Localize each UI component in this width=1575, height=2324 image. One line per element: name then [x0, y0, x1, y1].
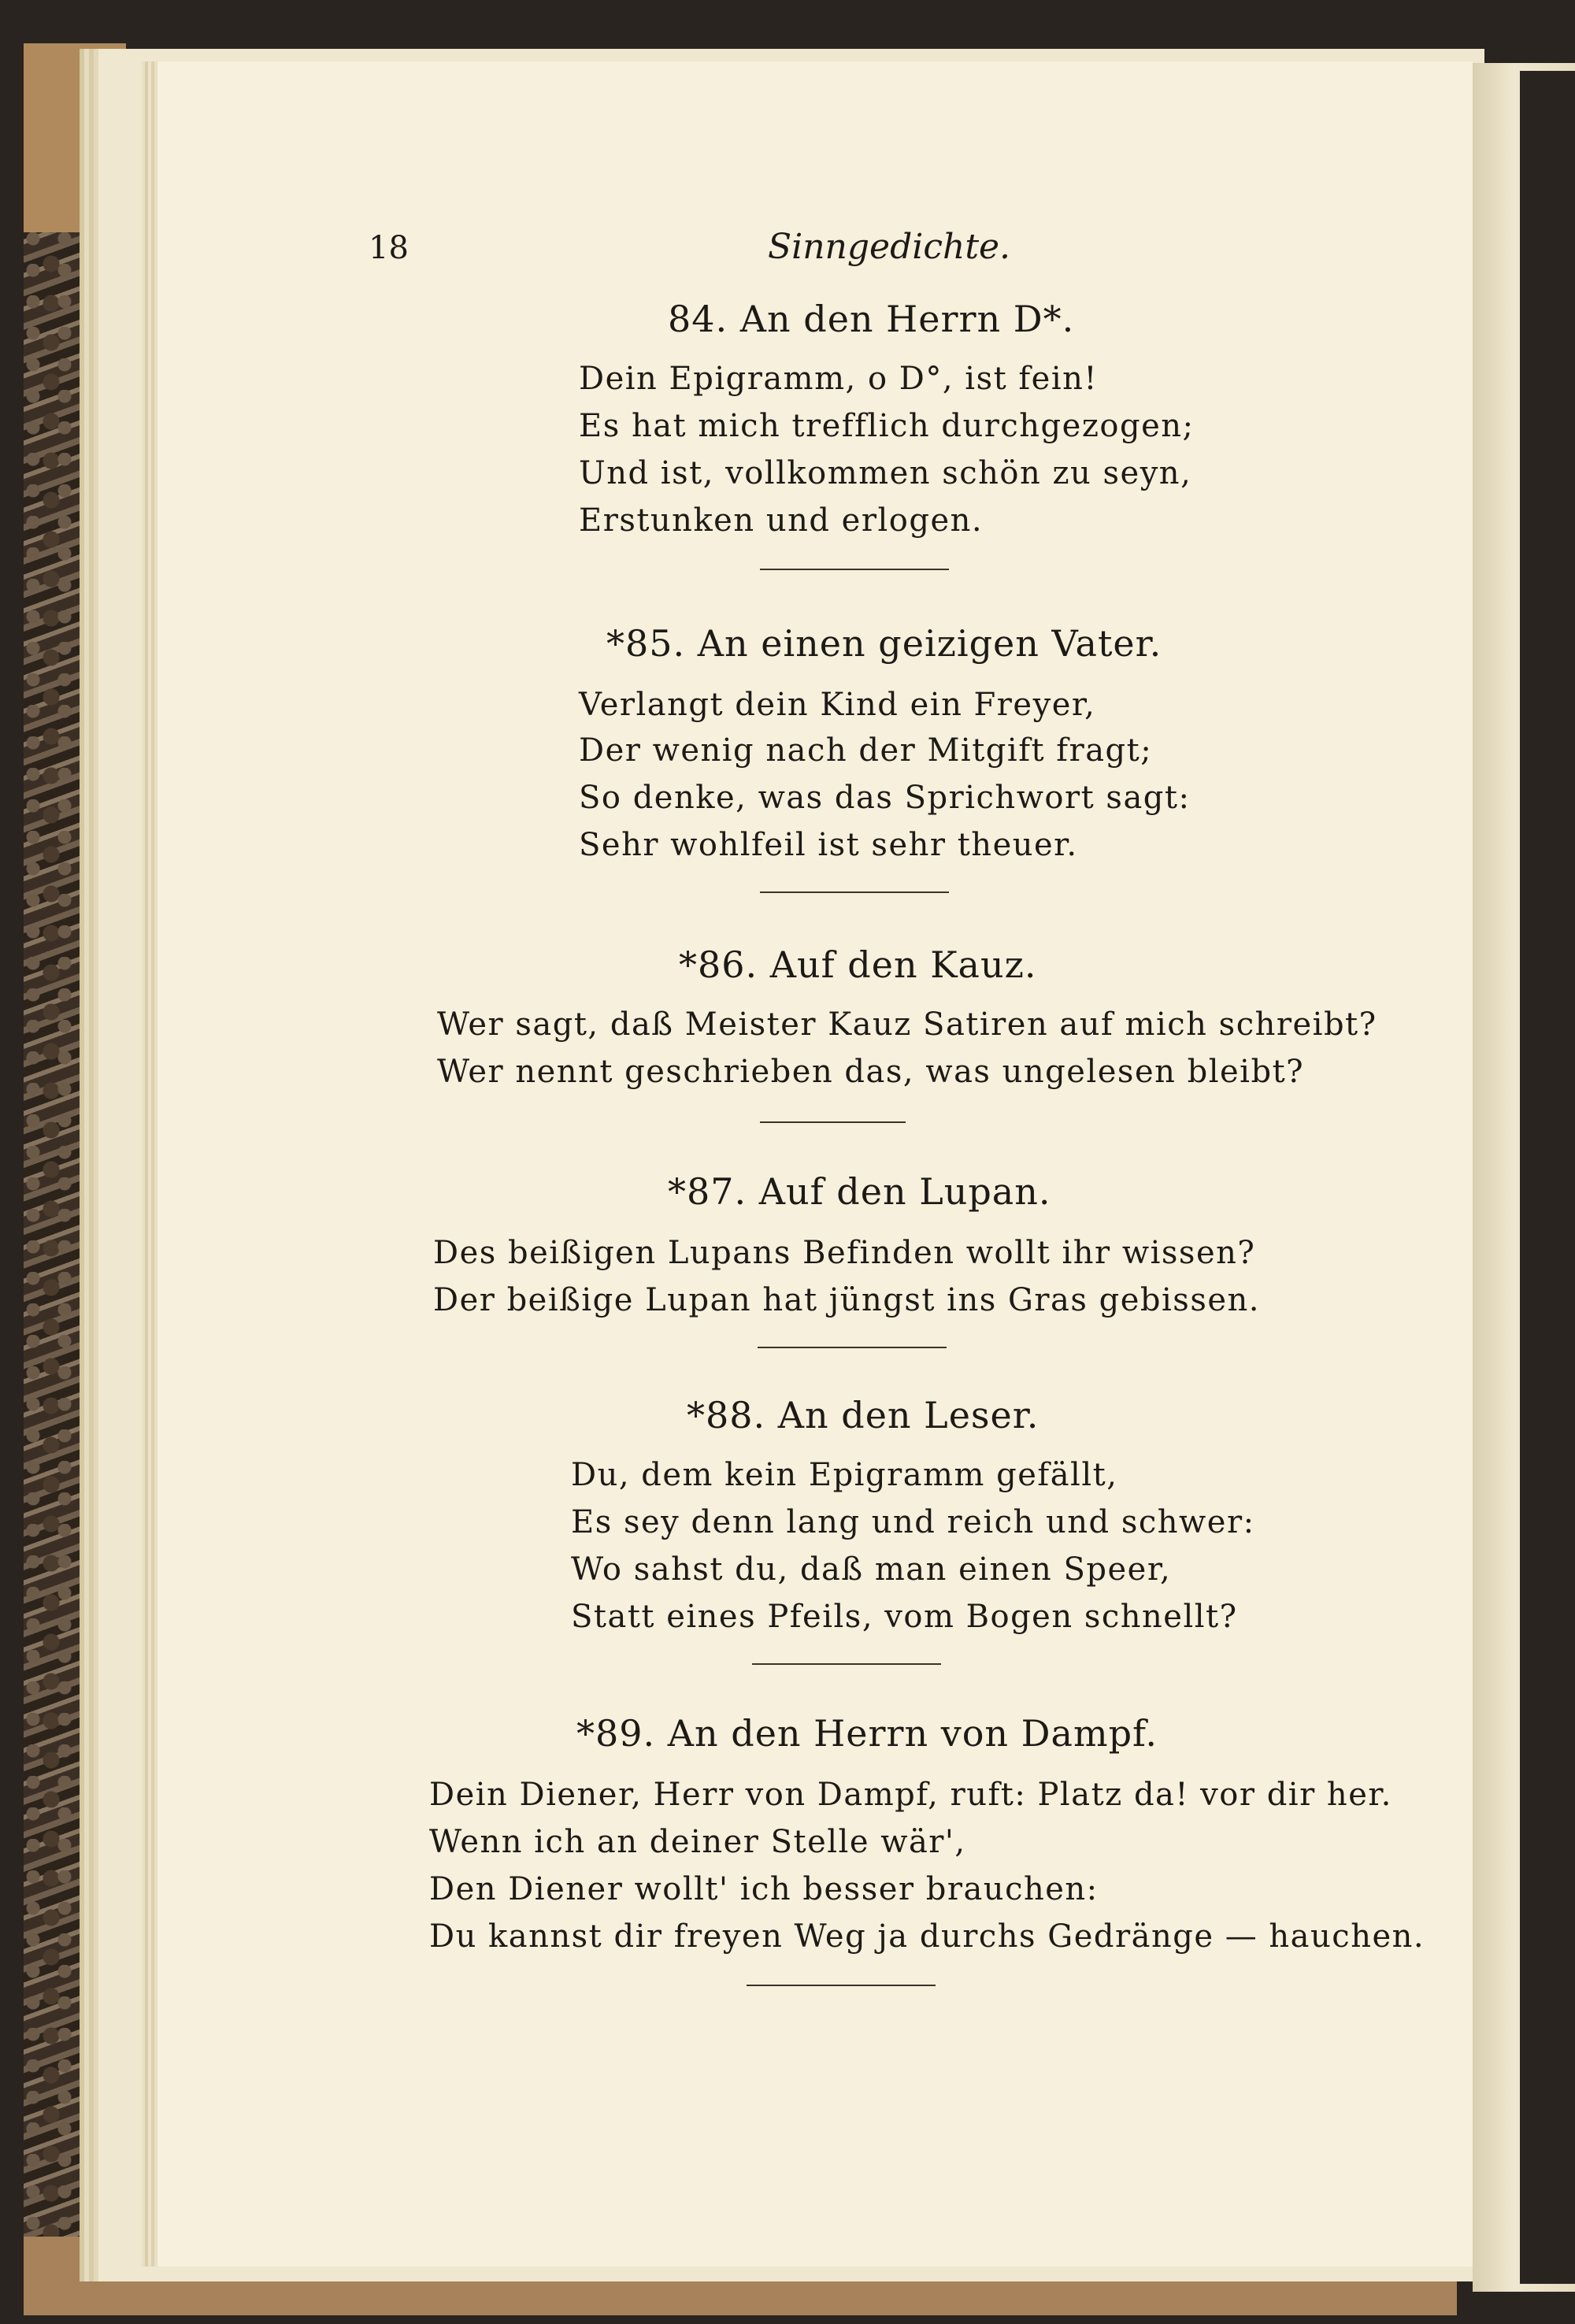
poem-line: Wo sahst du, daß man einen Speer,: [571, 1551, 1172, 1588]
poem-line: Wer sagt, daß Meister Kauz Satiren auf mich schreibt?: [437, 1006, 1377, 1043]
poem-title: *85. An einen geizigen Vater.: [606, 622, 1162, 665]
poem-title: *89. An den Herrn von Dampf.: [576, 1712, 1158, 1755]
poem-line: Dein Diener, Herr von Dampf, ruft: Platz da! vor dir her.: [429, 1777, 1392, 1813]
poem-line: Es sey denn lang und reich und schwer:: [571, 1504, 1255, 1540]
poem-line: Der beißige Lupan hat jüngst ins Gras gebissen.: [433, 1282, 1260, 1318]
poem-line: Du, dem kein Epigramm gefällt,: [571, 1457, 1118, 1493]
poem-line: Dein Epigramm, o D°, ist fein!: [579, 361, 1098, 397]
divider: [752, 1663, 941, 1665]
divider: [760, 891, 949, 893]
poem-line: Wer nennt geschrieben das, was ungelesen bleibt?: [437, 1054, 1305, 1090]
page-number: 18: [369, 230, 409, 266]
running-head: Sinngedichte.: [768, 227, 1011, 267]
poem-line: Den Diener wollt' ich besser brauchen:: [429, 1871, 1099, 1907]
background-strip: [1520, 71, 1575, 2284]
poem-title: *86. Auf den Kauz.: [679, 943, 1037, 986]
poem-line: Und ist, vollkommen schön zu seyn,: [579, 455, 1192, 491]
poem-line: Des beißigen Lupans Befinden wollt ihr wissen?: [433, 1235, 1256, 1271]
divider: [760, 1121, 906, 1123]
poem-line: Verlangt dein Kind ein Freyer,: [579, 687, 1096, 723]
poem-line: Du kannst dir freyen Weg ja durchs Gedränge — hauchen.: [429, 1918, 1425, 1955]
poem-title: 84. An den Herrn D*.: [668, 298, 1075, 340]
poem-line: Wenn ich an deiner Stelle wär',: [429, 1824, 966, 1860]
poem-line: Statt eines Pfeils, vom Bogen schnellt?: [571, 1599, 1238, 1635]
poem-line: So denke, was das Sprichwort sagt:: [579, 780, 1191, 816]
divider: [747, 1985, 936, 1986]
poem-line: Sehr wohlfeil ist sehr theuer.: [579, 827, 1078, 863]
divider: [758, 1347, 947, 1348]
poem-line: Es hat mich trefflich durchgezogen;: [579, 408, 1195, 444]
poem-line: Der wenig nach der Mitgift fragt;: [579, 732, 1153, 769]
poem-title: *88. An den Leser.: [687, 1394, 1040, 1436]
poem-title: *87. Auf den Lupan.: [668, 1170, 1051, 1213]
poem-line: Erstunken und erlogen.: [579, 502, 984, 539]
divider: [760, 569, 949, 570]
